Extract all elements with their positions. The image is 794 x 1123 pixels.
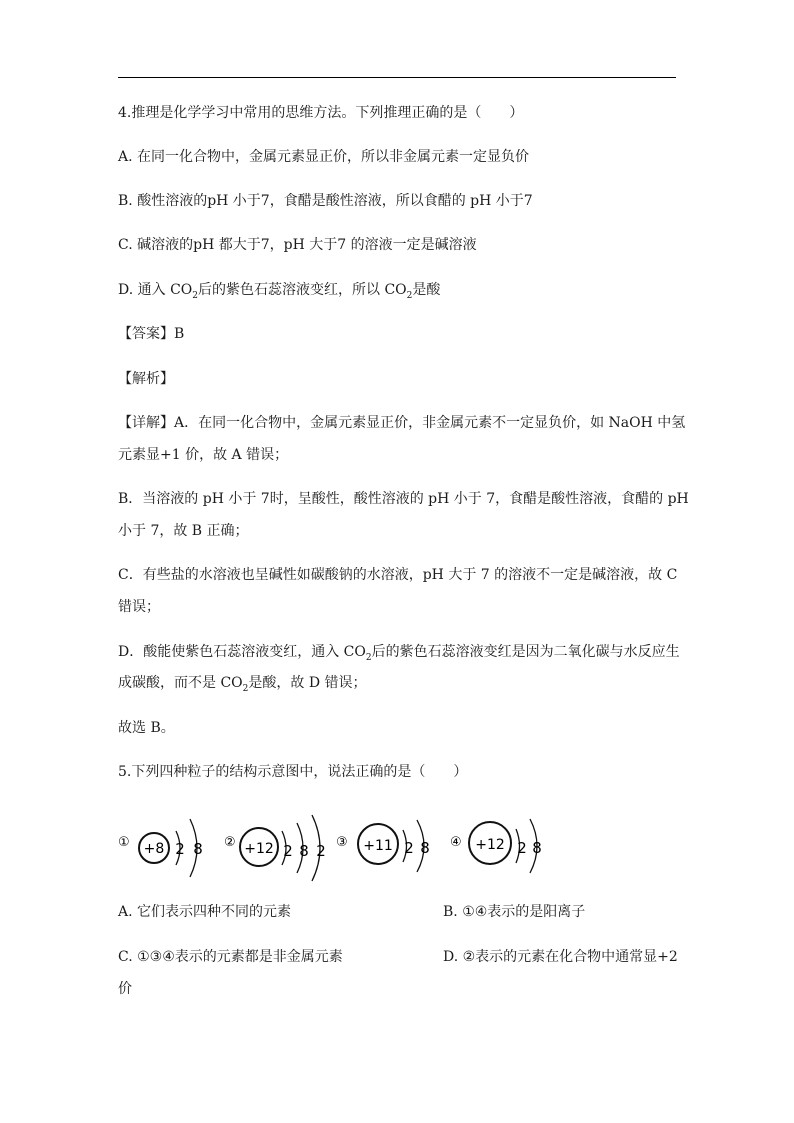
q4-detail-a-2: 元素显+1 价，故 A 错误； <box>118 447 289 463</box>
particle-2-shell-3: 2 <box>316 842 326 860</box>
q4-option-a: A. 在同一化合物中，金属元素显正价，所以非金属元素一定显负价 <box>118 149 530 165</box>
q4-detail-d-1: D．酸能使紫色石蕊溶液变红，通入 $CO_2$后的紫色石蕊溶液变红是因为二氧化碳与水反应生 <box>118 644 680 663</box>
q4-option-c: C. 碱溶液的pH 都大于7，pH 大于7 的溶液一定是碱溶液 <box>118 237 477 253</box>
particle-4 <box>450 819 542 873</box>
q5-option-d-1: D. ②表示的元素在化合物中通常显+2 <box>443 949 678 965</box>
particle-1-nucleus: +8 <box>143 841 165 857</box>
q4-answer: 【答案】B <box>118 326 185 342</box>
particle-1-shell-2: 8 <box>193 840 203 858</box>
q5-option-c: C. ①③④表示的元素都是非金属元素 <box>118 949 343 965</box>
particle-3-nucleus: +11 <box>363 838 393 854</box>
q5-option-d-2: 价 <box>118 981 132 997</box>
particle-1-marker: ① <box>118 835 130 850</box>
q4-detail-c-1: C．有些盐的水溶液也呈碱性如碳酸钠的水溶液，pH 大于 7 的溶液不一定是碱溶液，故 C <box>118 567 678 583</box>
particle-1-shell-1: 2 <box>175 840 185 858</box>
particle-diagrams <box>112 806 572 886</box>
particle-2 <box>224 815 326 881</box>
particle-3-shell-1: 2 <box>404 839 414 857</box>
particle-2-nucleus: +12 <box>244 841 274 857</box>
particle-3-shell-2: 8 <box>420 839 430 857</box>
particle-4-shell-1: 2 <box>517 839 527 857</box>
q4-option-b: B. 酸性溶液的pH 小于7，食醋是酸性溶液，所以食醋的 pH 小于7 <box>118 193 533 209</box>
q5-option-b: B. ①④表示的是阳离子 <box>443 904 586 920</box>
q5-stem: 5.下列四种粒子的结构示意图中，说法正确的是（ ） <box>118 764 468 780</box>
q4-detail-b-2: 小于 7，故 B 正确； <box>118 523 249 539</box>
particle-3 <box>336 820 430 872</box>
q5-option-a: A. 它们表示四种不同的元素 <box>118 904 292 920</box>
particle-diagrams-svg <box>112 806 572 886</box>
q4-analysis-heading: 【解析】 <box>118 371 174 387</box>
particle-4-shell-2: 8 <box>532 839 542 857</box>
particle-1 <box>118 819 203 877</box>
q4-stem: 4.推理是化学学习中常用的思维方法。下列推理正确的是（ ） <box>118 105 524 121</box>
particle-2-shell-2: 8 <box>299 842 309 860</box>
particle-4-nucleus: +12 <box>475 837 505 853</box>
particle-4-marker: ④ <box>450 835 462 850</box>
header-rule <box>118 77 676 78</box>
q4-option-d: D. 通入 $CO_2$后的紫色石蕊溶液变红，所以 $CO_2$是酸 <box>118 282 441 301</box>
q4-detail-a-1: 【详解】A．在同一化合物中，金属元素显正价，非金属元素不一定显负价，如 NaOH 中氢 <box>118 415 686 431</box>
particle-2-marker: ② <box>224 835 236 850</box>
q4-detail-d-2: 成碳酸，而不是 $CO_2$是酸，故 D 错误； <box>118 675 367 694</box>
q4-conclusion: 故选 B。 <box>118 720 175 736</box>
particle-3-marker: ③ <box>336 835 348 850</box>
q4-detail-c-2: 错误； <box>118 599 160 615</box>
particle-2-shell-1: 2 <box>283 842 293 860</box>
q4-detail-b-1: B．当溶液的 pH 小于 7时，呈酸性，酸性溶液的 pH 小于 7，食醋是酸性溶液，食醋的 pH <box>118 491 689 507</box>
